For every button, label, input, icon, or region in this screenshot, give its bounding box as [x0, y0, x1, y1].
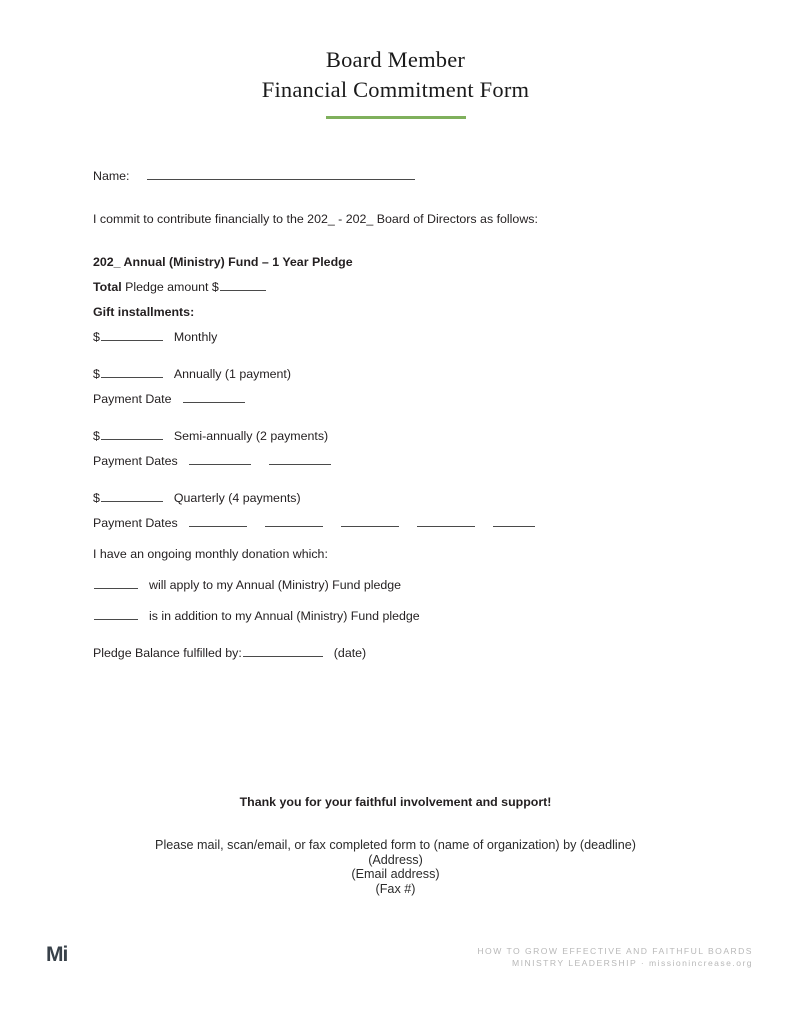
- monthly-label: Monthly: [173, 330, 218, 344]
- total-label-bold: Total: [93, 280, 122, 294]
- quarterly-date-blank-1[interactable]: [189, 516, 247, 527]
- footer-branding: [477, 946, 753, 969]
- semiannually-date-blank-2[interactable]: [269, 454, 331, 465]
- ongoing-option-1-blank[interactable]: [94, 578, 138, 589]
- pledge-balance-row: [93, 645, 713, 662]
- ongoing-option-1-label: will apply to my Annual (Ministry) Fund pledge: [149, 578, 402, 592]
- footer-tagline: HOW TO GROW EFFECTIVE AND FAITHFUL BOARDS: [477, 946, 753, 956]
- total-label-rest: Pledge amount $: [125, 280, 219, 294]
- name-row: [93, 168, 713, 185]
- title-line-2: Financial Commitment Form: [261, 77, 530, 102]
- ongoing-option-2-row: [93, 608, 713, 625]
- mailing-instructions: [0, 838, 791, 896]
- ongoing-option-2-blank[interactable]: [94, 609, 138, 620]
- name-label: Name:: [93, 169, 130, 183]
- annually-amount-blank[interactable]: [101, 367, 163, 378]
- total-pledge-row: [93, 279, 713, 296]
- ongoing-option-2-label: is in addition to my Annual (Ministry) Fund pledge: [149, 609, 420, 623]
- semiannually-date-blank-1[interactable]: [189, 454, 251, 465]
- quarterly-date-blank-3[interactable]: [341, 516, 399, 527]
- commitment-statement: I commit to contribute financially to the 202_ - 202_ Board of Directors as follows:: [93, 212, 538, 226]
- monthly-amount-blank[interactable]: [101, 330, 163, 341]
- quarterly-date-blank-5[interactable]: [493, 516, 535, 527]
- document-title-block: [0, 45, 791, 119]
- annually-row: [93, 366, 713, 383]
- quarterly-date-row: [93, 515, 713, 532]
- quarterly-amount-prefix: $: [93, 491, 100, 505]
- pledge-balance-label: Pledge Balance fulfilled by:: [93, 646, 242, 660]
- annually-date-label: Payment Date: [93, 392, 172, 406]
- footer-attribution: [477, 958, 753, 970]
- installments-heading: Gift installments:: [93, 305, 195, 319]
- quarterly-amount-blank[interactable]: [101, 491, 163, 502]
- annually-date-blank[interactable]: [183, 392, 245, 403]
- pledge-balance-suffix: (date): [333, 646, 367, 660]
- mission-increase-logo: Mi: [46, 943, 68, 966]
- monthly-amount-prefix: $: [93, 330, 100, 344]
- semiannually-label: Semi-annually (2 payments): [173, 429, 329, 443]
- mail-line-organization: Please mail, scan/email, or fax completed form to (name of organization) by (deadline): [155, 838, 636, 852]
- total-pledge-blank[interactable]: [220, 280, 266, 291]
- footer-attribution-url: missionincrease.org: [649, 957, 753, 968]
- quarterly-row: [93, 490, 713, 507]
- thank-you-message: Thank you for your faithful involvement and support!: [239, 795, 552, 809]
- annually-date-row: [93, 391, 713, 408]
- monthly-row: [93, 329, 713, 346]
- semiannually-amount-blank[interactable]: [101, 429, 163, 440]
- footer-attribution-separator: ·: [640, 957, 646, 968]
- mail-line-email: (Email address): [351, 867, 440, 882]
- semiannually-date-label: Payment Dates: [93, 454, 178, 468]
- annually-label: Annually (1 payment): [173, 367, 291, 381]
- pledge-balance-blank[interactable]: [243, 646, 323, 657]
- quarterly-date-blank-4[interactable]: [417, 516, 475, 527]
- quarterly-date-blank-2[interactable]: [265, 516, 323, 527]
- semiannually-row: [93, 428, 713, 445]
- form-body: [93, 168, 713, 662]
- pledge-heading: 202_ Annual (Ministry) Fund – 1 Year Pledge: [93, 255, 353, 269]
- name-blank[interactable]: [147, 169, 415, 180]
- quarterly-date-label: Payment Dates: [93, 516, 178, 530]
- footer-attribution-prefix: MINISTRY LEADERSHIP: [512, 957, 638, 968]
- mail-line-fax: (Fax #): [375, 881, 416, 896]
- annually-amount-prefix: $: [93, 367, 100, 381]
- semiannually-date-row: [93, 453, 713, 470]
- semiannually-amount-prefix: $: [93, 429, 100, 443]
- mail-line-address: (Address): [368, 852, 423, 867]
- ongoing-option-1-row: [93, 577, 713, 594]
- ongoing-heading: I have an ongoing monthly donation which:: [93, 547, 328, 561]
- title-line-1: Board Member: [325, 47, 466, 72]
- title-accent-rule: [326, 116, 466, 119]
- quarterly-label: Quarterly (4 payments): [173, 491, 301, 505]
